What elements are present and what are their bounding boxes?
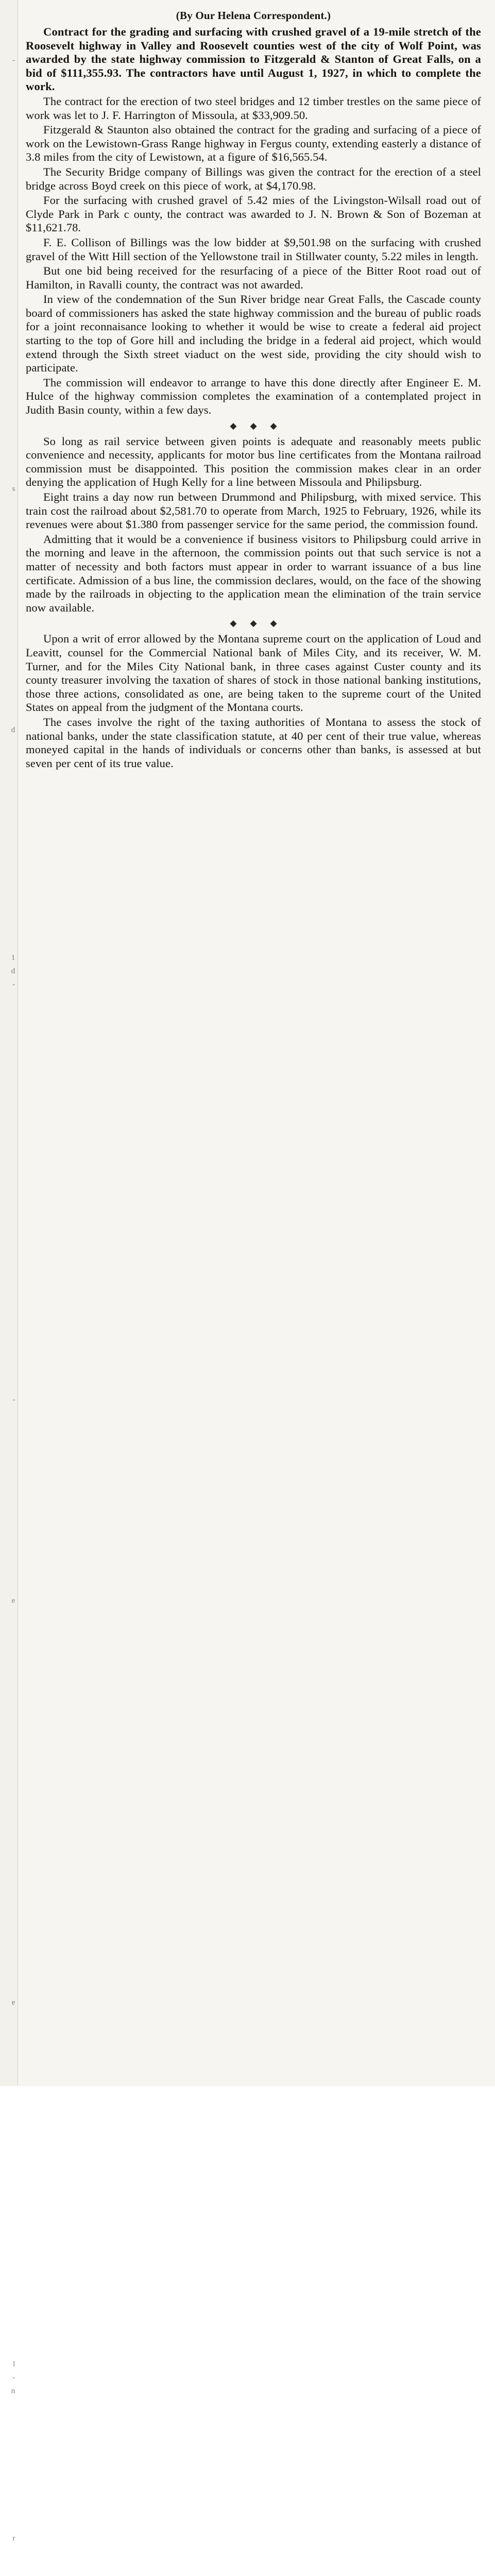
- gutter-text-fragment: [0, 94, 18, 107]
- gutter-text-fragment: [0, 750, 18, 764]
- gutter-text-fragment: [0, 1152, 18, 1165]
- gutter-text-fragment: [0, 1112, 18, 1125]
- gutter-text-fragment: [0, 1058, 18, 1072]
- gutter-text-fragment: [0, 2224, 18, 2237]
- gutter-text-fragment: [0, 1460, 18, 1473]
- gutter-text-fragment: [0, 201, 18, 214]
- gutter-text-fragment: [0, 536, 18, 549]
- article-paragraph: Upon a writ of error allowed by the Montana supreme court on the application of Loud and Leavitt, counsel for the Commercial National bank of Miles City, and its receiver, W. M. Turner, and for the Miles City National bank, in three cases against Custer county and its county treasurer involving the taxation of shares of stock in those national banking institutions, those three actions, consolidated as one, are being taken to the supreme court of the United States on appeal from the judgment of the Montana courts.: [26, 632, 481, 714]
- gutter-text-fragment: [0, 1929, 18, 1942]
- gutter-text-fragment: [0, 1782, 18, 1795]
- article-column: [22, 0, 485, 776]
- gutter-text-fragment: [0, 1232, 18, 1246]
- gutter-text-fragment: [0, 777, 18, 790]
- gutter-text-fragment: [0, 2505, 18, 2518]
- gutter-text-fragment: [0, 2451, 18, 2465]
- gutter-text-fragment: [0, 1875, 18, 1889]
- gutter-text-fragment: [0, 1085, 18, 1098]
- gutter-text-fragment: [0, 2143, 18, 2157]
- gutter-text-fragment: [0, 295, 18, 308]
- gutter-text-fragment: [0, 174, 18, 188]
- gutter-text-fragment: [0, 764, 18, 777]
- gutter-text-fragment: -: [12, 1396, 15, 1404]
- gutter-text-fragment: [0, 2023, 18, 2036]
- gutter-text-fragment: [0, 1380, 18, 1393]
- gutter-text-fragment: [0, 1286, 18, 1299]
- gutter-text-fragment: [0, 188, 18, 201]
- gutter-text-fragment: [0, 2116, 18, 2130]
- gutter-text-fragment: [0, 563, 18, 576]
- gutter-text-fragment: [0, 1447, 18, 1460]
- gutter-text-fragment: [0, 1862, 18, 1875]
- gutter-text-fragment: [0, 2465, 18, 2478]
- gutter-text-fragment: [0, 630, 18, 643]
- gutter-text-fragment: l: [13, 2360, 15, 2368]
- gutter-text-fragment: [0, 2250, 18, 2264]
- gutter-text-fragment: [0, 0, 18, 13]
- gutter-text-fragment: [0, 1326, 18, 1340]
- article-paragraph: The contract for the erection of two steel bridges and 12 timber trestles on the same piece of work was let to J. F. Harrington of Missoula, at $33,909.50.: [26, 94, 481, 122]
- gutter-text-fragment: [0, 335, 18, 348]
- article-paragraph: Eight trains a day now run between Drummond and Philipsburg, with mixed service. This train cost the railroad about $2,581.70 to operate from March, 1925 to February, 1926, while its revenues were about $1.380 from passenger service for the same period, the commission found.: [26, 490, 481, 531]
- gutter-text-fragment: [0, 2398, 18, 2411]
- gutter-text-fragment: [0, 1715, 18, 1728]
- gutter-text-fragment: [0, 938, 18, 951]
- gutter-text-fragment: [0, 2210, 18, 2224]
- gutter-text-fragment: [0, 2344, 18, 2358]
- gutter-text-fragment: [0, 817, 18, 831]
- gutter-text-fragment: [0, 589, 18, 603]
- gutter-text-fragment: [0, 2572, 18, 2576]
- diamond-icon: ◆: [250, 420, 270, 431]
- gutter-text-fragment: [0, 1179, 18, 1192]
- gutter-text-fragment: n: [11, 2387, 15, 2395]
- gutter-text-fragment: [0, 697, 18, 710]
- gutter-text-fragment: [0, 2317, 18, 2331]
- gutter-text-fragment: [0, 1982, 18, 1996]
- gutter-text-fragment: [0, 897, 18, 911]
- gutter-text-fragment: [0, 268, 18, 281]
- gutter-text-fragment: [0, 2103, 18, 2116]
- gutter-text-fragment: [0, 790, 18, 804]
- gutter-text-fragment: [0, 214, 18, 228]
- gutter-text-fragment: [0, 2130, 18, 2143]
- gutter-text-fragment: [0, 1889, 18, 1902]
- gutter-text-fragment: [0, 1554, 18, 1567]
- gutter-text-fragment: [0, 509, 18, 522]
- gutter-text-fragment: [0, 1366, 18, 1380]
- diamond-icon: ◆: [270, 420, 291, 431]
- gutter-text-fragment: [0, 2036, 18, 2049]
- gutter-text-fragment: [0, 1674, 18, 1688]
- gutter-text-fragment: [0, 1045, 18, 1058]
- gutter-text-fragment: [0, 2170, 18, 2183]
- gutter-text-fragment: d: [11, 967, 15, 975]
- gutter-text-fragment: [0, 40, 18, 54]
- gutter-text-fragment: [0, 1902, 18, 1916]
- article-paragraph: The commission will endeavor to arrange to have this done directly after Engineer E. M. Hulce of the highway commission completes the examination of a contemplated project in Judith Basin county, within a few days.: [26, 376, 481, 417]
- gutter-text-fragment: [0, 616, 18, 630]
- gutter-text-fragment: [0, 1942, 18, 1956]
- gutter-text-fragment: [0, 884, 18, 897]
- gutter-text-fragment: [0, 1540, 18, 1554]
- gutter-text-fragment: [0, 2197, 18, 2210]
- section-divider: [26, 618, 481, 629]
- gutter-text-fragment: [0, 522, 18, 536]
- diamond-icon: ◆: [250, 618, 270, 629]
- gutter-text-fragment: [0, 1273, 18, 1286]
- gutter-text-fragment: [0, 442, 18, 455]
- gutter-text-fragment: [0, 1246, 18, 1259]
- gutter-text-fragment: [0, 2438, 18, 2451]
- gutter-text-fragment: [0, 576, 18, 589]
- gutter-text-fragment: [0, 1567, 18, 1581]
- gutter-text-fragment: [0, 1433, 18, 1447]
- diamond-icon: ◆: [270, 618, 291, 629]
- gutter-text-fragment: [0, 683, 18, 697]
- gutter-text-fragment: [0, 496, 18, 509]
- gutter-text-fragment: [0, 1313, 18, 1326]
- gutter-text-fragment: [0, 2183, 18, 2197]
- gutter-text-fragment: [0, 1835, 18, 1849]
- gutter-text-fragment: [0, 737, 18, 750]
- gutter-text-fragment: d: [11, 726, 15, 734]
- gutter-text-fragment: [0, 1139, 18, 1152]
- article-paragraph: In view of the condemnation of the Sun River bridge near Great Falls, the Cascade county board of commissioners has asked the state highway commission and the bureau of public roads for a joint reconnaisance looking to whether it would be wise to create a federal aid project starting to the top of Gore hill and including the bridge in a federal aid project, which would extend through the Sixth street viaduct on the west side, providing the city should wish to participate.: [26, 293, 481, 375]
- gutter-text-fragment: [0, 228, 18, 241]
- article-paragraph: The Security Bridge company of Billings was given the contract for the erection of a steel bridge across Boyd creek on this piece of work, at $4,170.98.: [26, 165, 481, 192]
- gutter-text-fragment: [0, 2291, 18, 2304]
- gutter-text-fragment: [0, 429, 18, 442]
- gutter-text-fragment: [0, 1808, 18, 1822]
- gutter-text-fragment: [0, 469, 18, 482]
- gutter-text-fragment: [0, 375, 18, 388]
- article-paragraph: Contract for the grading and surfacing with crushed gravel of a 19-mile stretch of the Roosevelt highway in Valley and Roosevelt counties west of the city of Wolf Point, was awarded by the state highway commission to Fitzgerald & Stanton of Great Falls, on a bid of $111,355.93. The contractors have until August 1, 1927, in which to complete the work.: [26, 25, 481, 93]
- gutter-text-fragment: [0, 911, 18, 924]
- article-paragraph: F. E. Collison of Billings was the low bidder at $9,501.98 on the surfacing with crushed gravel of the Witt Hill section of the Yellowstone trail in Stillwater county, 5.22 miles in length.: [26, 235, 481, 263]
- gutter-text-fragment: [0, 2478, 18, 2492]
- gutter-text-fragment: [0, 415, 18, 429]
- gutter-text-fragment: [0, 924, 18, 938]
- gutter-text-fragment: [0, 1822, 18, 1835]
- gutter-text-fragment: [0, 2425, 18, 2438]
- gutter-text-fragment: [0, 2237, 18, 2250]
- gutter-text-fragment: [0, 2492, 18, 2505]
- gutter-text-fragment: [0, 1487, 18, 1500]
- gutter-text-fragment: [0, 321, 18, 335]
- gutter-text-fragment: [0, 1420, 18, 1433]
- gutter-text-fragment: [0, 13, 18, 27]
- gutter-text-fragment: [0, 1755, 18, 1768]
- gutter-text-fragment: 1: [11, 954, 15, 962]
- article-paragraph: The cases involve the right of the taxing authorities of Montana to assess the stock of national banks, under the state classification statute, at 40 per cent of their true value, whereas moneyed capital in the hands of individuals or concerns other than banks, is assessed at but seven per cent of its true value.: [26, 715, 481, 770]
- gutter-text-fragment: [0, 1031, 18, 1045]
- gutter-text-fragment: [0, 1607, 18, 1621]
- gutter-text-fragment: [0, 1527, 18, 1540]
- gutter-text-fragment: [0, 402, 18, 415]
- gutter-text-fragment: [0, 844, 18, 857]
- gutter-text-fragment: [0, 2157, 18, 2170]
- gutter-text-fragment: [0, 241, 18, 255]
- gutter-text-fragment: [0, 2076, 18, 2090]
- gutter-text-fragment: [0, 656, 18, 670]
- gutter-text-fragment: [0, 1795, 18, 1808]
- gutter-text-fragment: [0, 670, 18, 683]
- gutter-text-fragment: [0, 1340, 18, 1353]
- gutter-text-fragment: [0, 1206, 18, 1219]
- gutter-text-fragment: [0, 362, 18, 375]
- gutter-text-fragment: [0, 80, 18, 94]
- section-divider: [26, 421, 481, 431]
- gutter-text-fragment: s: [12, 485, 15, 493]
- gutter-text-fragment: [0, 1916, 18, 1929]
- gutter-text-fragment: [0, 2411, 18, 2425]
- gutter-text-fragment: [0, 2545, 18, 2558]
- gutter-text-fragment: r: [12, 2534, 15, 2543]
- gutter-text-fragment: [0, 1661, 18, 1674]
- gutter-text-fragment: [0, 1688, 18, 1701]
- gutter-text-fragment: -: [12, 980, 15, 989]
- gutter-text-fragment: [0, 549, 18, 563]
- gutter-text-fragment: [0, 107, 18, 121]
- gutter-text-fragment: [0, 1849, 18, 1862]
- article-paragraph: So long as rail service between given points is adequate and reasonably meets public convenience and necessity, applicants for motor bus line certificates from the Montana railroad commission must be disappointed. This position the commission makes clear in an order denying the application of Hugh Kelly for a line between Missoula and Philipsburg.: [26, 434, 481, 489]
- gutter-text-fragment: [0, 1192, 18, 1206]
- gutter-text-fragment: [0, 1621, 18, 1634]
- gutter-text-fragment: [0, 1473, 18, 1487]
- gutter-text-fragment: [0, 388, 18, 402]
- gutter-text-fragment: [0, 2304, 18, 2317]
- gutter-text-fragment: [0, 2063, 18, 2076]
- gutter-text-fragment: [0, 147, 18, 161]
- gutter-text-fragment: -: [12, 2374, 15, 2382]
- gutter-text-fragment: [0, 1353, 18, 1366]
- gutter-text-fragment: [0, 831, 18, 844]
- gutter-text-fragment: e: [11, 1597, 15, 1605]
- gutter-text-fragment: e: [11, 1998, 15, 2007]
- gutter-text-fragment: [0, 1514, 18, 1527]
- gutter-text-fragment: [0, 1741, 18, 1755]
- article-paragraph: For the surfacing with crushed gravel of 5.42 mies of the Livingston-Wilsall road out of Clyde Park in Park c ounty, the contract was awarded to J. N. Brown & Son of Bozeman at $11,621.78.: [26, 194, 481, 234]
- article-paragraph: Admitting that it would be a convenience if business visitors to Philipsburg could arrive in the morning and leave in the afternoon, the commission points out that such service is not a matter of necessity and both factors must appear in order to warrant issuance of a bus line certificate. Admission of a bus line, the commission declares, would, on the face of the showing made by the railroads in objecting to the application mean the elimination of the train service now available.: [26, 532, 481, 614]
- gutter-text-fragment: [0, 1259, 18, 1273]
- gutter-text-fragment: [0, 1125, 18, 1139]
- gutter-text-fragment: [0, 2331, 18, 2344]
- gutter-text-fragment: [0, 2090, 18, 2103]
- diamond-icon: ◆: [230, 420, 250, 431]
- gutter-text-fragment: [0, 121, 18, 134]
- gutter-text-fragment: [0, 1005, 18, 1018]
- gutter-text-fragment: [0, 161, 18, 174]
- gutter-text-fragment: [0, 1581, 18, 1594]
- gutter-text-fragment: [0, 871, 18, 884]
- gutter-text-fragment: [0, 857, 18, 871]
- gutter-text-fragment: [0, 1500, 18, 1514]
- gutter-text-fragment: [0, 2518, 18, 2532]
- gutter-text-fragment: [0, 2264, 18, 2277]
- gutter-text-fragment: [0, 1165, 18, 1179]
- gutter-text-fragment: [0, 1648, 18, 1661]
- gutter-text-fragment: [0, 1299, 18, 1313]
- gutter-text-fragment: [0, 804, 18, 817]
- gutter-text-fragment: [0, 643, 18, 656]
- gutter-text-fragment: [0, 1634, 18, 1648]
- gutter-text-fragment: [0, 134, 18, 147]
- gutter-text-fragment: -: [12, 56, 15, 64]
- gutter-text-fragment: [0, 603, 18, 616]
- article-byline: (By Our Helena Correspondent.): [176, 9, 331, 22]
- gutter-text-fragment: [0, 1768, 18, 1782]
- gutter-text-fragment: [0, 348, 18, 362]
- article-paragraph: Fitzgerald & Staunton also obtained the contract for the grading and surfacing of a piece of work on the Lewistown-Grass Range highway in Fergus county, extending easterly a distance of 3.8 miles from the city of Lewistown, at a figure of $16,565.54.: [26, 123, 481, 164]
- gutter-text-fragment: [0, 2277, 18, 2291]
- article-body: [26, 25, 481, 770]
- gutter-text-fragment: [0, 2009, 18, 2023]
- gutter-text-fragment: [0, 1728, 18, 1741]
- gutter-text-fragment: [0, 255, 18, 268]
- gutter-text-fragment: [0, 308, 18, 321]
- gutter-text-fragment: [0, 281, 18, 295]
- gutter-text-fragment: [0, 1219, 18, 1232]
- gutter-text-fragment: [0, 710, 18, 723]
- gutter-text-fragment: [0, 2049, 18, 2063]
- gutter-text-fragment: [0, 1701, 18, 1715]
- gutter-text-fragment: [0, 27, 18, 40]
- gutter-text-fragment: [0, 1406, 18, 1420]
- gutter-text-fragment: [0, 1072, 18, 1085]
- article-paragraph: But one bid being received for the resurfacing of a piece of the Bitter Root road out of Hamilton, in Ravalli county, the contract was not awarded.: [26, 264, 481, 291]
- gutter-text-fragment: [0, 991, 18, 1005]
- gutter-text-fragment: [0, 455, 18, 469]
- gutter-text-fragment: [0, 1018, 18, 1031]
- left-gutter-column: [0, 0, 18, 2543]
- gutter-text-fragment: [0, 67, 18, 80]
- gutter-text-fragment: [0, 2558, 18, 2572]
- gutter-text-fragment: [0, 1956, 18, 1969]
- gutter-text-fragment: [0, 1098, 18, 1112]
- gutter-text-fragment: [0, 1969, 18, 1982]
- diamond-icon: ◆: [230, 618, 250, 629]
